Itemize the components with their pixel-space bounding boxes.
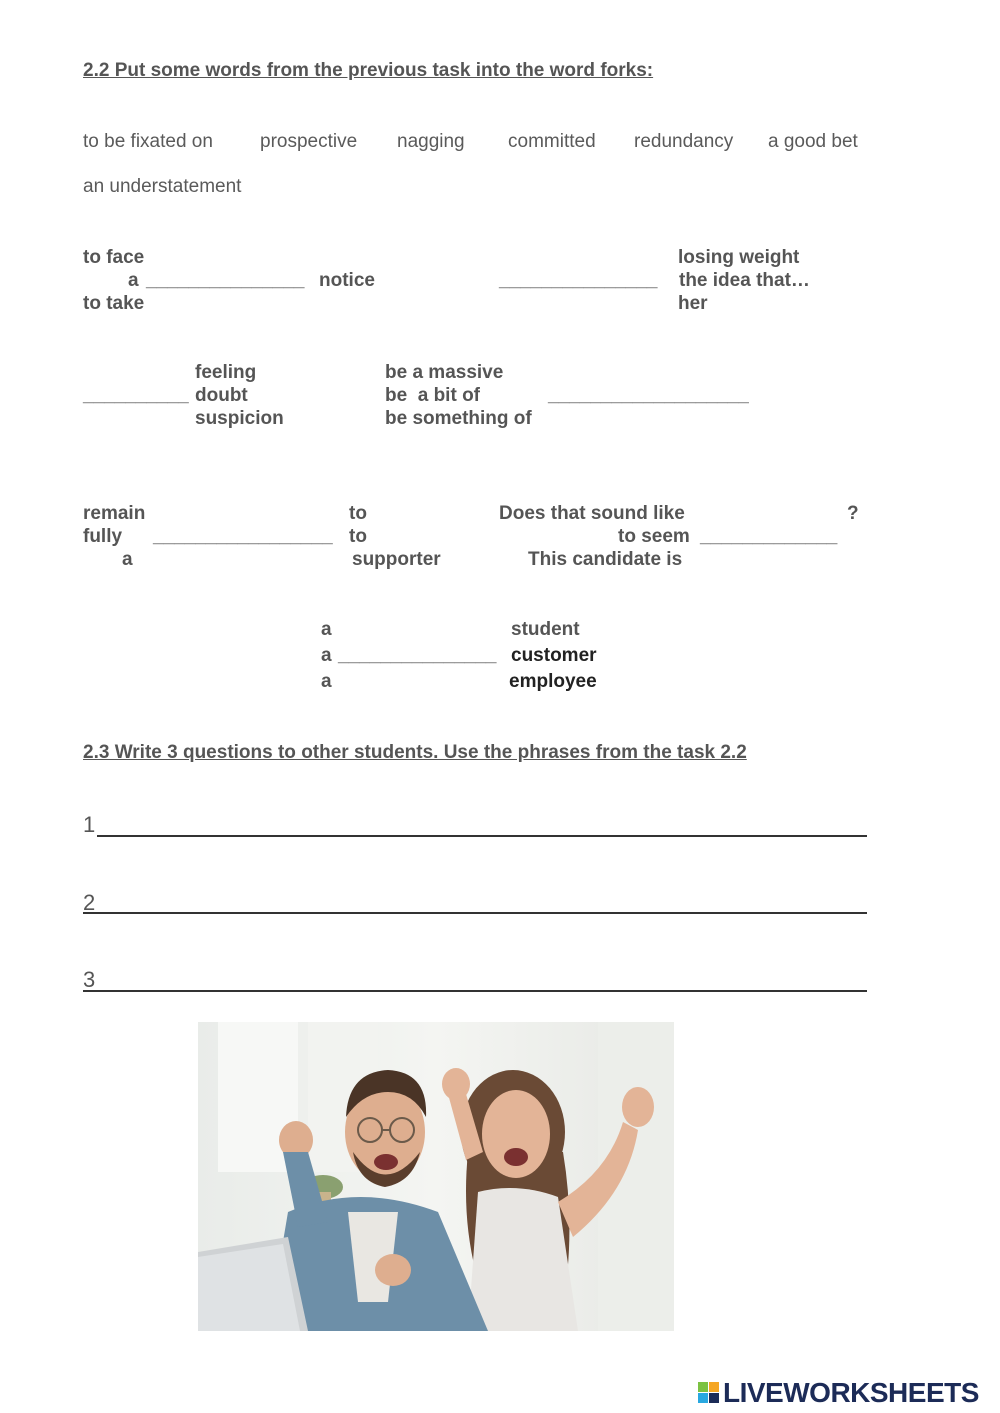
fork-6-blank[interactable]: _____________ (700, 526, 838, 547)
fork-7-article-2: a (321, 645, 332, 666)
fork-7-article-1: a (321, 619, 332, 640)
fork-7-word-3: employee (509, 671, 597, 692)
fork-5-blank[interactable]: _________________ (153, 526, 333, 547)
fork-6-bottom: This candidate is (528, 549, 683, 570)
task-2-3-heading: 2.3 Write 3 questions to other students. Use the phrases from the task 2.2 (83, 742, 747, 763)
fork-2-bottom: her (678, 293, 708, 314)
fork-5-right-bottom: supporter (352, 549, 441, 570)
fork-4-top: be a massive (385, 362, 504, 383)
liveworksheets-logo (697, 1377, 993, 1409)
answer-line-2[interactable] (83, 912, 867, 914)
celebrating-people-photo (198, 1022, 674, 1331)
fork-5-top: remain (83, 503, 146, 524)
fork-3-blank[interactable]: __________ (83, 385, 189, 406)
answer-line-3[interactable] (83, 990, 867, 992)
task-2-2-heading: 2.2 Put some words from the previous task into the word forks: (83, 60, 654, 81)
fork-1-bottom: to take (83, 293, 145, 314)
logo-wordmark: LIVEWORKSHEETS (723, 1377, 979, 1408)
fork-3-mid: doubt (195, 385, 248, 406)
fork-4-bottom: be something of (385, 408, 532, 429)
fork-5-right-mid: to (349, 526, 367, 547)
fork-5-mid: fully (83, 526, 123, 547)
fork-6-question-mark: ? (847, 503, 859, 524)
fork-1-top: to face (83, 247, 145, 268)
fork-4-blank[interactable]: ___________________ (548, 385, 749, 406)
fork-2-top: losing weight (678, 247, 800, 268)
word-bank-item: an understatement (83, 176, 242, 197)
fork-7-article-3: a (321, 671, 332, 692)
word-bank-item: a good bet (768, 131, 858, 152)
word-bank-item: committed (508, 131, 596, 152)
question-number-2: 2 (83, 890, 96, 915)
fork-6-mid: to seem (618, 526, 690, 547)
fork-5-right-top: to (349, 503, 367, 524)
fork-2-blank[interactable]: _______________ (499, 270, 658, 291)
word-bank-item: prospective (260, 131, 358, 152)
fork-1-article: a (128, 270, 139, 291)
fork-5-bottom: a (122, 549, 133, 570)
answer-line-1[interactable] (97, 835, 867, 837)
fork-7-blank[interactable]: _______________ (338, 645, 497, 666)
word-bank-item: nagging (397, 131, 465, 152)
question-number-3: 3 (83, 967, 96, 992)
word-bank-item: redundancy (634, 131, 734, 152)
fork-3-bottom: suspicion (195, 408, 284, 429)
fork-1-word: notice (319, 270, 375, 291)
fork-6-top: Does that sound like (499, 503, 685, 524)
photo-illustration (198, 1022, 674, 1331)
fork-7-word-1: student (511, 619, 580, 640)
live-badge-icon (697, 1377, 723, 1409)
fork-3-top: feeling (195, 362, 257, 383)
fork-4-mid: be a bit of (385, 385, 480, 406)
word-bank-item: to be fixated on (83, 131, 213, 152)
question-number-1: 1 (83, 812, 96, 837)
fork-7-word-2: customer (511, 645, 597, 666)
fork-1-blank[interactable]: _______________ (146, 270, 305, 291)
fork-2-mid: the idea that… (679, 270, 810, 291)
